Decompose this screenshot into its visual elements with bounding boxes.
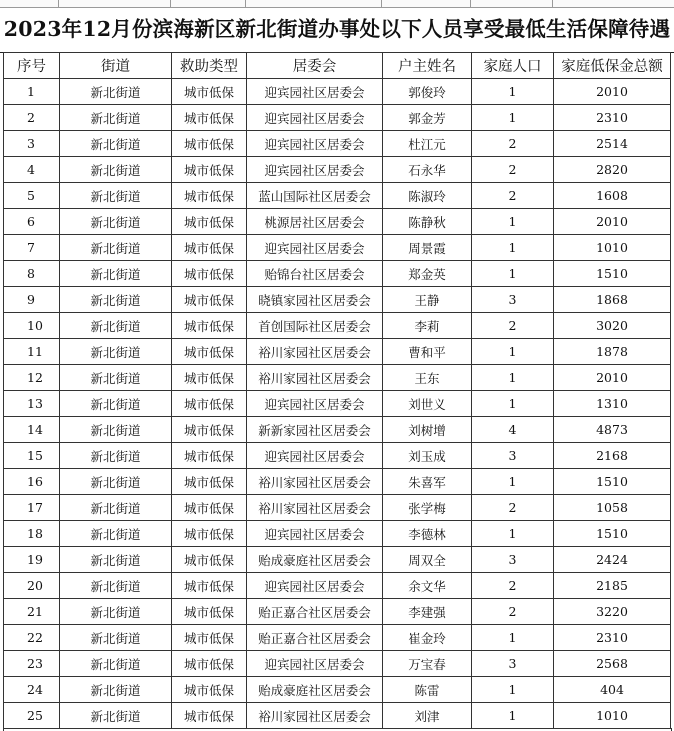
cell-householder[interactable]: 张学梅 xyxy=(383,495,472,521)
cell-committee[interactable]: 裕川家园社区居委会 xyxy=(247,495,383,521)
cell-committee[interactable]: 迎宾园社区居委会 xyxy=(247,235,383,261)
cell-committee[interactable]: 迎宾园社区居委会 xyxy=(247,105,383,131)
cell-total-amount[interactable]: 2010 xyxy=(554,209,671,235)
cell-total-amount[interactable]: 1058 xyxy=(554,495,671,521)
cell-total-amount[interactable]: 1510 xyxy=(554,521,671,547)
cell-family-size[interactable]: 1 xyxy=(472,209,554,235)
cell-total-amount[interactable]: 2820 xyxy=(554,157,671,183)
cell-no[interactable]: 22 xyxy=(4,625,60,651)
cell-family-size[interactable]: 1 xyxy=(472,703,554,729)
cell-aid-type[interactable]: 城市低保 xyxy=(172,79,247,105)
cell-householder[interactable]: 郭金芳 xyxy=(383,105,472,131)
cell-householder[interactable]: 周景霞 xyxy=(383,235,472,261)
cell-family-size[interactable]: 2 xyxy=(472,599,554,625)
cell-committee[interactable]: 迎宾园社区居委会 xyxy=(247,651,383,677)
cell-householder[interactable]: 王东 xyxy=(383,365,472,391)
cell-no[interactable]: 14 xyxy=(4,417,60,443)
header-cell-householder[interactable]: 户主姓名 xyxy=(383,53,472,79)
cell-no[interactable]: 18 xyxy=(4,521,60,547)
cell-no[interactable]: 8 xyxy=(4,261,60,287)
cell-family-size[interactable]: 1 xyxy=(472,79,554,105)
cell-aid-type[interactable]: 城市低保 xyxy=(172,391,247,417)
cell-no[interactable]: 2 xyxy=(4,105,60,131)
table-row xyxy=(4,521,671,547)
cell-family-size[interactable]: 1 xyxy=(472,521,554,547)
cell-committee[interactable]: 贻正嘉合社区居委会 xyxy=(247,625,383,651)
table-row xyxy=(4,651,671,677)
cell-total-amount[interactable]: 2568 xyxy=(554,651,671,677)
cell-no[interactable]: 11 xyxy=(4,339,60,365)
cell-householder[interactable]: 郑金英 xyxy=(383,261,472,287)
table-row xyxy=(4,287,671,313)
cell-total-amount[interactable]: 1608 xyxy=(554,183,671,209)
cell-committee[interactable]: 晓镇家园社区居委会 xyxy=(247,287,383,313)
cell-householder[interactable]: 余文华 xyxy=(383,573,472,599)
column-tick xyxy=(552,0,553,7)
cell-no[interactable]: 9 xyxy=(4,287,60,313)
cell-family-size[interactable]: 1 xyxy=(472,469,554,495)
table-row xyxy=(4,339,671,365)
cell-street[interactable]: 新北街道 xyxy=(60,625,172,651)
cell-no[interactable]: 23 xyxy=(4,651,60,677)
column-tick xyxy=(245,0,246,7)
cell-family-size[interactable]: 2 xyxy=(472,157,554,183)
cell-householder[interactable]: 朱喜军 xyxy=(383,469,472,495)
cell-aid-type[interactable]: 城市低保 xyxy=(172,677,247,703)
cell-householder[interactable]: 陈淑玲 xyxy=(383,183,472,209)
cell-committee[interactable]: 蓝山国际社区居委会 xyxy=(247,183,383,209)
cell-no[interactable]: 16 xyxy=(4,469,60,495)
table-row xyxy=(4,105,671,131)
cell-no[interactable]: 19 xyxy=(4,547,60,573)
cell-family-size[interactable]: 2 xyxy=(472,573,554,599)
cell-street[interactable]: 新北街道 xyxy=(60,157,172,183)
table-row xyxy=(4,703,671,729)
cell-total-amount[interactable]: 1868 xyxy=(554,287,671,313)
cell-street[interactable]: 新北街道 xyxy=(60,261,172,287)
cell-committee[interactable]: 迎宾园社区居委会 xyxy=(247,521,383,547)
header-cell-street[interactable]: 街道 xyxy=(60,53,172,79)
cell-street[interactable]: 新北街道 xyxy=(60,287,172,313)
cell-committee[interactable]: 裕川家园社区居委会 xyxy=(247,469,383,495)
header-cell-aid-type[interactable]: 救助类型 xyxy=(172,53,247,79)
cell-no[interactable]: 25 xyxy=(4,703,60,729)
cell-family-size[interactable]: 2 xyxy=(472,183,554,209)
cell-committee[interactable]: 贻锦台社区居委会 xyxy=(247,261,383,287)
table-row xyxy=(4,183,671,209)
cell-householder[interactable]: 曹和平 xyxy=(383,339,472,365)
cell-committee[interactable]: 迎宾园社区居委会 xyxy=(247,79,383,105)
cell-family-size[interactable]: 2 xyxy=(472,495,554,521)
cell-total-amount[interactable]: 1010 xyxy=(554,703,671,729)
cell-total-amount[interactable]: 1510 xyxy=(554,469,671,495)
cell-householder[interactable]: 陈雷 xyxy=(383,677,472,703)
cell-street[interactable]: 新北街道 xyxy=(60,703,172,729)
cell-aid-type[interactable]: 城市低保 xyxy=(172,547,247,573)
cell-householder[interactable]: 杜江元 xyxy=(383,131,472,157)
cell-householder[interactable]: 郭俊玲 xyxy=(383,79,472,105)
cell-aid-type[interactable]: 城市低保 xyxy=(172,469,247,495)
cell-householder[interactable]: 万宝春 xyxy=(383,651,472,677)
cell-street[interactable]: 新北街道 xyxy=(60,417,172,443)
column-tick xyxy=(58,0,59,7)
table-row xyxy=(4,209,671,235)
cell-street[interactable]: 新北街道 xyxy=(60,131,172,157)
table-row xyxy=(4,469,671,495)
cell-family-size[interactable]: 1 xyxy=(472,365,554,391)
cell-no[interactable]: 17 xyxy=(4,495,60,521)
cell-committee[interactable]: 迎宾园社区居委会 xyxy=(247,443,383,469)
cell-street[interactable]: 新北街道 xyxy=(60,651,172,677)
cell-householder[interactable]: 周双全 xyxy=(383,547,472,573)
cell-aid-type[interactable]: 城市低保 xyxy=(172,131,247,157)
cell-aid-type[interactable]: 城市低保 xyxy=(172,183,247,209)
cell-street[interactable]: 新北街道 xyxy=(60,105,172,131)
cell-street[interactable]: 新北街道 xyxy=(60,547,172,573)
cell-total-amount[interactable]: 4873 xyxy=(554,417,671,443)
cell-total-amount[interactable]: 3020 xyxy=(554,313,671,339)
cell-committee[interactable]: 裕川家园社区居委会 xyxy=(247,365,383,391)
cell-family-size[interactable]: 1 xyxy=(472,339,554,365)
cell-family-size[interactable]: 2 xyxy=(472,313,554,339)
cell-total-amount[interactable]: 2310 xyxy=(554,625,671,651)
table-row xyxy=(4,417,671,443)
cell-aid-type[interactable]: 城市低保 xyxy=(172,443,247,469)
cell-family-size[interactable]: 1 xyxy=(472,235,554,261)
cell-family-size[interactable]: 1 xyxy=(472,391,554,417)
cell-total-amount[interactable]: 3220 xyxy=(554,599,671,625)
table-row xyxy=(4,573,671,599)
table-row xyxy=(4,365,671,391)
table-row xyxy=(4,599,671,625)
cell-no[interactable]: 4 xyxy=(4,157,60,183)
cell-total-amount[interactable]: 1510 xyxy=(554,261,671,287)
cell-no[interactable]: 7 xyxy=(4,235,60,261)
cell-total-amount[interactable]: 404 xyxy=(554,677,671,703)
cell-total-amount[interactable]: 1310 xyxy=(554,391,671,417)
table-row xyxy=(4,495,671,521)
cell-family-size[interactable]: 1 xyxy=(472,261,554,287)
cell-householder[interactable]: 崔金玲 xyxy=(383,625,472,651)
cell-street[interactable]: 新北街道 xyxy=(60,443,172,469)
cell-street[interactable]: 新北街道 xyxy=(60,209,172,235)
cell-householder[interactable]: 陈静秋 xyxy=(383,209,472,235)
cell-family-size[interactable]: 3 xyxy=(472,651,554,677)
cell-committee[interactable]: 裕川家园社区居委会 xyxy=(247,339,383,365)
cell-committee[interactable]: 迎宾园社区居委会 xyxy=(247,131,383,157)
cell-family-size[interactable]: 3 xyxy=(472,287,554,313)
cell-aid-type[interactable]: 城市低保 xyxy=(172,417,247,443)
table-row xyxy=(4,131,671,157)
cell-committee[interactable]: 裕川家园社区居委会 xyxy=(247,703,383,729)
cell-householder[interactable]: 李莉 xyxy=(383,313,472,339)
header-cell-family-size[interactable]: 家庭人口 xyxy=(472,53,554,79)
cell-family-size[interactable]: 2 xyxy=(472,131,554,157)
header-cell-no[interactable]: 序号 xyxy=(4,53,60,79)
cell-street[interactable]: 新北街道 xyxy=(60,573,172,599)
cell-street[interactable]: 新北街道 xyxy=(60,495,172,521)
cell-street[interactable]: 新北街道 xyxy=(60,79,172,105)
cell-total-amount[interactable]: 2514 xyxy=(554,131,671,157)
cell-aid-type[interactable]: 城市低保 xyxy=(172,105,247,131)
cell-aid-type[interactable]: 城市低保 xyxy=(172,365,247,391)
cell-householder[interactable]: 刘树增 xyxy=(383,417,472,443)
cell-total-amount[interactable]: 2168 xyxy=(554,443,671,469)
cell-committee[interactable]: 迎宾园社区居委会 xyxy=(247,391,383,417)
table-row xyxy=(4,261,671,287)
header-cell-total-amount[interactable]: 家庭低保金总额 xyxy=(554,53,671,79)
cell-family-size[interactable]: 3 xyxy=(472,547,554,573)
cell-total-amount[interactable]: 2010 xyxy=(554,365,671,391)
table-row xyxy=(4,625,671,651)
cell-no[interactable]: 10 xyxy=(4,313,60,339)
cell-aid-type[interactable]: 城市低保 xyxy=(172,625,247,651)
cell-street[interactable]: 新北街道 xyxy=(60,599,172,625)
cell-no[interactable]: 20 xyxy=(4,573,60,599)
cell-street[interactable]: 新北街道 xyxy=(60,183,172,209)
cell-family-size[interactable]: 4 xyxy=(472,417,554,443)
cell-street[interactable]: 新北街道 xyxy=(60,313,172,339)
cell-street[interactable]: 新北街道 xyxy=(60,677,172,703)
cell-householder[interactable]: 李德林 xyxy=(383,521,472,547)
cell-committee[interactable]: 贻成豪庭社区居委会 xyxy=(247,547,383,573)
cell-aid-type[interactable]: 城市低保 xyxy=(172,157,247,183)
cell-householder[interactable]: 李建强 xyxy=(383,599,472,625)
cell-total-amount[interactable]: 2185 xyxy=(554,573,671,599)
cell-householder[interactable]: 石永华 xyxy=(383,157,472,183)
header-row xyxy=(4,53,671,79)
column-tick xyxy=(381,0,382,7)
cell-householder[interactable]: 刘世义 xyxy=(383,391,472,417)
cell-aid-type[interactable]: 城市低保 xyxy=(172,287,247,313)
cell-aid-type[interactable]: 城市低保 xyxy=(172,495,247,521)
cell-total-amount[interactable]: 2310 xyxy=(554,105,671,131)
table-row xyxy=(4,391,671,417)
cell-family-size[interactable]: 1 xyxy=(472,625,554,651)
cell-total-amount[interactable]: 1878 xyxy=(554,339,671,365)
cell-aid-type[interactable]: 城市低保 xyxy=(172,521,247,547)
cell-total-amount[interactable]: 1010 xyxy=(554,235,671,261)
cell-no[interactable]: 13 xyxy=(4,391,60,417)
cell-householder[interactable]: 刘玉成 xyxy=(383,443,472,469)
cell-street[interactable]: 新北街道 xyxy=(60,469,172,495)
cell-family-size[interactable]: 1 xyxy=(472,677,554,703)
cell-aid-type[interactable]: 城市低保 xyxy=(172,339,247,365)
cell-committee[interactable]: 桃源居社区居委会 xyxy=(247,209,383,235)
cell-committee[interactable]: 迎宾园社区居委会 xyxy=(247,573,383,599)
table-row xyxy=(4,677,671,703)
table-row xyxy=(4,157,671,183)
cell-aid-type[interactable]: 城市低保 xyxy=(172,209,247,235)
cell-committee[interactable]: 迎宾园社区居委会 xyxy=(247,157,383,183)
table-row xyxy=(4,313,671,339)
cell-street[interactable]: 新北街道 xyxy=(60,339,172,365)
cell-committee[interactable]: 首创国际社区居委会 xyxy=(247,313,383,339)
cell-street[interactable]: 新北街道 xyxy=(60,521,172,547)
cell-no[interactable]: 6 xyxy=(4,209,60,235)
header-cell-committee[interactable]: 居委会 xyxy=(247,53,383,79)
column-tick xyxy=(470,0,471,7)
cell-no[interactable]: 1 xyxy=(4,79,60,105)
cell-no[interactable]: 15 xyxy=(4,443,60,469)
cell-no[interactable]: 24 xyxy=(4,677,60,703)
cell-no[interactable]: 21 xyxy=(4,599,60,625)
cell-no[interactable]: 3 xyxy=(4,131,60,157)
cell-no[interactable]: 12 xyxy=(4,365,60,391)
cell-street[interactable]: 新北街道 xyxy=(60,391,172,417)
cell-family-size[interactable]: 1 xyxy=(472,105,554,131)
column-tick xyxy=(170,0,171,7)
cell-aid-type[interactable]: 城市低保 xyxy=(172,235,247,261)
cell-householder[interactable]: 王静 xyxy=(383,287,472,313)
cell-street[interactable]: 新北街道 xyxy=(60,365,172,391)
table-row xyxy=(4,235,671,261)
cell-total-amount[interactable]: 2010 xyxy=(554,79,671,105)
cell-householder[interactable]: 刘津 xyxy=(383,703,472,729)
cell-aid-type[interactable]: 城市低保 xyxy=(172,703,247,729)
cell-aid-type[interactable]: 城市低保 xyxy=(172,573,247,599)
cell-committee[interactable]: 贻正嘉合社区居委会 xyxy=(247,599,383,625)
cell-committee[interactable]: 贻成豪庭社区居委会 xyxy=(247,677,383,703)
cell-aid-type[interactable]: 城市低保 xyxy=(172,651,247,677)
cell-total-amount[interactable]: 2424 xyxy=(554,547,671,573)
cell-street[interactable]: 新北街道 xyxy=(60,235,172,261)
cell-aid-type[interactable]: 城市低保 xyxy=(172,313,247,339)
cell-committee[interactable]: 新新家园社区居委会 xyxy=(247,417,383,443)
page-title: 2023年12月份滨海新区新北街道办事处以下人员享受最低生活保障待遇 xyxy=(0,7,674,53)
table-row xyxy=(4,443,671,469)
cell-family-size[interactable]: 3 xyxy=(472,443,554,469)
table-row xyxy=(4,547,671,573)
cell-aid-type[interactable]: 城市低保 xyxy=(172,261,247,287)
cell-aid-type[interactable]: 城市低保 xyxy=(172,599,247,625)
table-row xyxy=(4,79,671,105)
subsidy-table xyxy=(3,52,671,729)
cell-no[interactable]: 5 xyxy=(4,183,60,209)
